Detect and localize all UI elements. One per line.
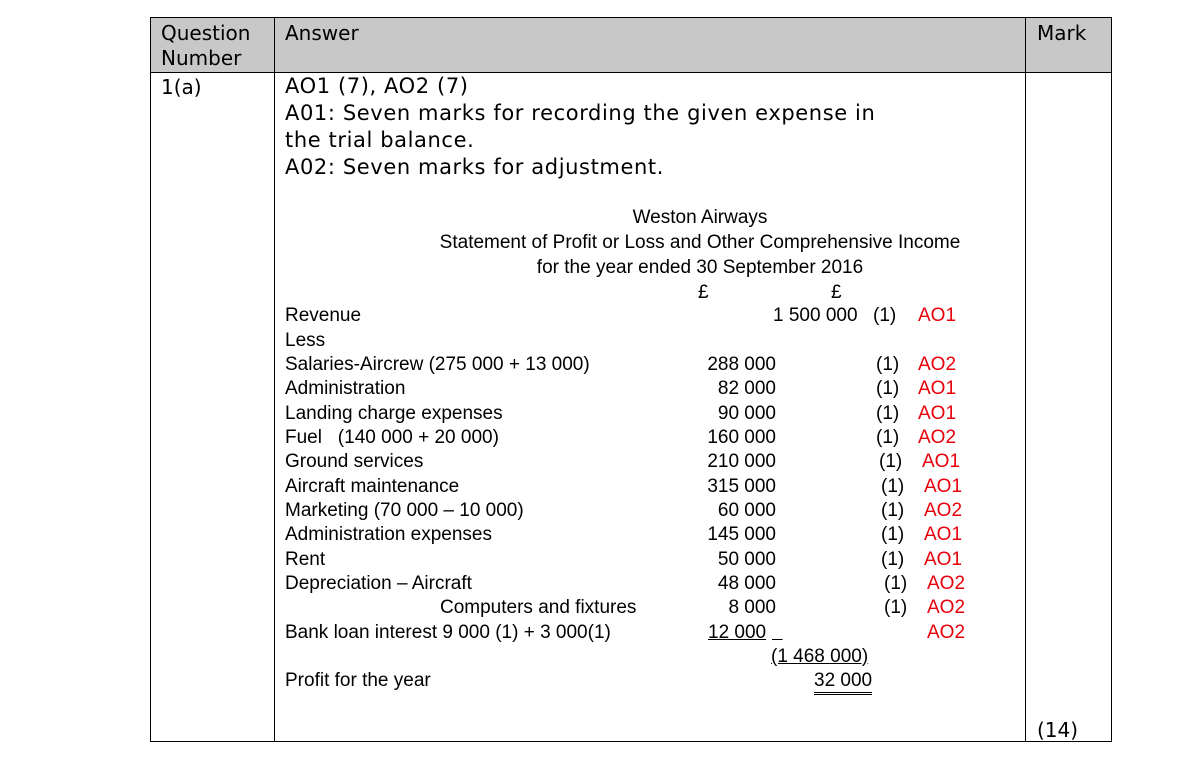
total-expenses-row [0, 646, 1182, 670]
expense-mark: (1) [884, 573, 908, 594]
expense-amount: 145 000 [707, 524, 776, 545]
expense-row [0, 500, 1182, 524]
ao1-description-cont: the trial balance. [285, 128, 475, 152]
less-row [0, 330, 1182, 354]
expense-ao: AO2 [927, 573, 966, 594]
expense-ao: AO2 [927, 597, 966, 618]
profit-amount: 32 000 [814, 670, 872, 695]
total-expenses: (1 468 000) [771, 646, 869, 667]
expense-mark: (1) [876, 378, 900, 399]
expense-label: Landing charge expenses [285, 403, 503, 424]
expense-mark: (1) [881, 500, 905, 521]
expense-amount: 90 000 [717, 403, 776, 424]
underline-spacer [772, 622, 783, 644]
expense-row [0, 476, 1182, 500]
expense-ao: AO1 [922, 451, 961, 472]
expense-row [0, 427, 1182, 451]
expense-row [0, 451, 1182, 475]
expense-amount: 82 000 [717, 378, 776, 399]
currency-row [0, 282, 1182, 306]
expense-amount: 48 000 [717, 573, 776, 594]
expense-amount: 8 000 [728, 597, 776, 618]
expense-label: Computers and fixtures [440, 597, 637, 618]
company-name: Weston Airways [632, 207, 768, 228]
expense-row [0, 622, 1182, 646]
revenue-row [0, 305, 1182, 329]
expense-mark: (1) [881, 549, 905, 570]
revenue-ao: AO1 [918, 305, 957, 326]
ao1-description: A01: Seven marks for recording the given expense in [285, 101, 876, 125]
statement-period: for the year ended 30 September 2016 [536, 257, 864, 278]
expense-ao: AO1 [924, 549, 963, 570]
expense-label: Ground services [285, 451, 424, 472]
expense-mark: (1) [884, 597, 908, 618]
expense-mark: (1) [881, 476, 905, 497]
expense-mark: (1) [876, 403, 900, 424]
header-answer: Answer [285, 21, 359, 45]
expense-amount: 315 000 [707, 476, 776, 497]
statement-title: Statement of Profit or Loss and Other Comprehensive Income [439, 232, 961, 253]
expense-mark: (1) [881, 524, 905, 545]
expense-label: Aircraft maintenance [285, 476, 460, 497]
header-question-number: Question Number [161, 21, 251, 70]
expense-label: Administration [285, 378, 406, 399]
expense-label: Administration expenses [285, 524, 492, 545]
expense-mark: (1) [876, 427, 900, 448]
expense-mark: (1) [876, 354, 900, 375]
expense-label: Marketing (70 000 – 10 000) [285, 500, 524, 521]
expense-row [0, 549, 1182, 573]
expense-ao: AO2 [918, 427, 957, 448]
expense-ao: AO2 [924, 500, 963, 521]
expense-amount: 50 000 [717, 549, 776, 570]
revenue-label: Revenue [285, 305, 362, 326]
assessment-objectives [285, 73, 875, 181]
profit-row [0, 670, 1182, 694]
expense-row [0, 354, 1182, 378]
expense-label: Rent [285, 549, 326, 570]
header-bg-answer [275, 17, 1026, 72]
expense-ao: AO1 [924, 524, 963, 545]
expense-label: Depreciation – Aircraft [285, 573, 472, 594]
expense-label: Bank loan interest 9 000 (1) + 3 000(1) [285, 622, 611, 643]
expense-amount: 160 000 [707, 427, 776, 448]
expense-amount: 288 000 [707, 354, 776, 375]
question-number: 1(a) [161, 75, 202, 99]
ao-summary: AO1 (7), AO2 (7) [285, 74, 469, 98]
expense-ao: AO2 [918, 354, 957, 375]
expense-label: Salaries-Aircrew (275 000 + 13 000) [285, 354, 590, 375]
expense-ao: AO1 [918, 378, 957, 399]
table-bottom-border [150, 741, 1112, 742]
expense-row [0, 573, 1182, 597]
expense-row [0, 378, 1182, 402]
revenue-mark: (1) [873, 305, 897, 326]
expense-row [0, 524, 1182, 548]
expense-ao: AO1 [924, 476, 963, 497]
expense-amount: 210 000 [707, 451, 776, 472]
table-top-border [150, 17, 1112, 18]
expense-amount: 60 000 [717, 500, 776, 521]
less-label: Less [285, 330, 326, 351]
expense-ao: AO2 [927, 622, 966, 643]
expense-label: Fuel (140 000 + 20 000) [285, 427, 499, 448]
profit-label: Profit for the year [285, 670, 431, 691]
expense-mark: (1) [879, 451, 903, 472]
ao2-description: A02: Seven marks for adjustment. [285, 155, 665, 179]
expense-row [0, 403, 1182, 427]
expense-row [0, 597, 1182, 621]
revenue-amount: 1 500 000 [773, 305, 858, 326]
total-mark: (14) [1037, 718, 1079, 742]
currency-col2: £ [831, 282, 842, 303]
header-mark: Mark [1037, 21, 1087, 45]
expense-amount: 12 000 [708, 622, 767, 643]
currency-col1: £ [698, 282, 709, 303]
expense-ao: AO1 [918, 403, 957, 424]
